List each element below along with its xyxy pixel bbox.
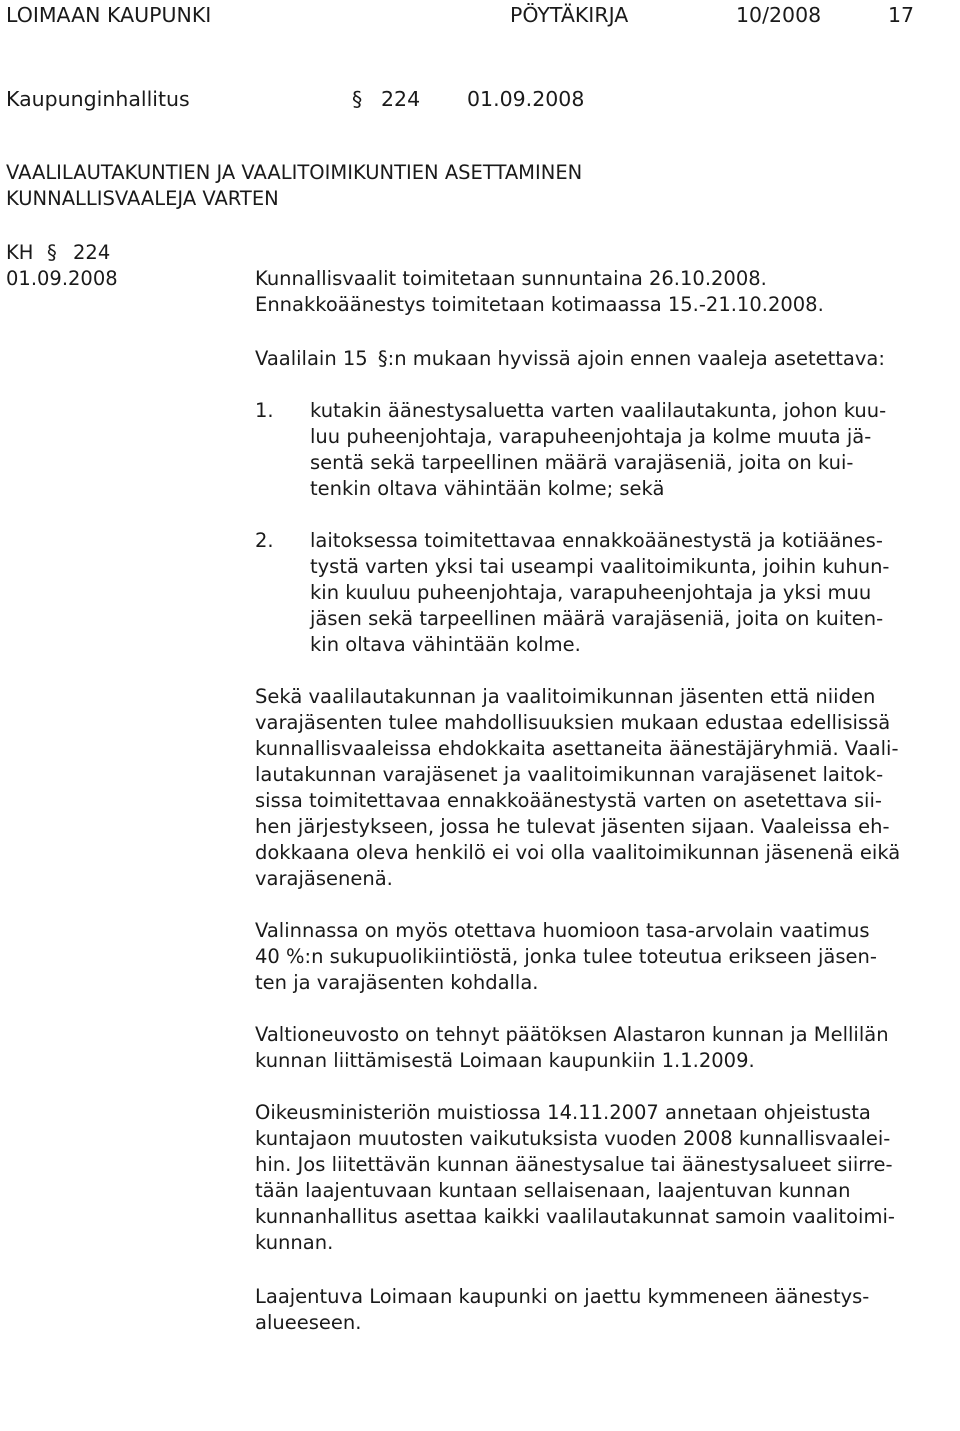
- paragraph-voting-areas: Laajentuva Loimaan kaupunki on jaettu kymmeneen äänestys- alueeseen.: [255, 1285, 870, 1334]
- meeting-body: Kaupunginhallitus: [6, 87, 190, 111]
- document-title-line-2: KUNNALLISVAALEJA VARTEN: [6, 187, 279, 210]
- meeting-date: 01.09.2008: [467, 87, 585, 111]
- header-issue: 10/2008: [736, 3, 822, 27]
- paragraph-merger: Valtioneuvosto on tehnyt päätöksen Alastaron kunnan ja Mellilän kunnan liittämisestä Loimaan kaupunkiin 1.1.2009.: [255, 1023, 889, 1072]
- document-title-line-1: VAALILAUTAKUNTIEN JA VAALITOIMIKUNTIEN ASETTAMINEN: [6, 161, 583, 184]
- list-item-1-text: kutakin äänestysaluetta varten vaalilautakunta, johon kuu- luu puheenjohtaja, varapuheenjohtaja ja kolme muuta jä- sentä sekä tarpeellinen määrä varajäseniä, joita on kui- tenkin oltava vähintään kolme; sekä: [310, 399, 887, 500]
- paragraph-ministry-memo: Oikeusministeriön muistiossa 14.11.2007 annetaan ohjeistusta kuntajaon muutosten vaikutuksista vuoden 2008 kunnallisvaalei- hin. Jos liitettävän kunnan äänestysalue tai äänestysalueet siirre- tään laajentuvaan kuntaan sellaisenaan, laajentuvan kunnan kunnanhallitus asettaa kaikki vaalilautakunnat samoin vaalitoimi- kunnan.: [255, 1101, 895, 1254]
- intro-law-reference: [255, 346, 885, 372]
- list-item-2-number: 2.: [255, 529, 274, 552]
- intro-line-2: Ennakkoäänestys toimitetaan kotimaassa 15.-21.10.2008.: [255, 293, 824, 316]
- law-section-symbol: §: [377, 347, 388, 370]
- ref-section-symbol: §: [47, 241, 57, 264]
- paragraph-members: Sekä vaalilautakunnan ja vaalitoimikunnan jäsenten että niiden varajäsenten tulee mahdollisuuksien mukaan edustaa edellisissä kunnallisvaaleissa ehdokkaita asettaneita äänestäjäryhmiä. Vaali- lautakunnan varajäsenet ja vaalitoimikunnan varajäsenet laitok- sissa toimitettavaa ennakkoäänestystä varten on asetettava sii- hen järjestykseen, jossa he tulevat jäsenten sijaan. Vaaleissa eh- dokkaana oleva henkilö ei voi olla vaalitoimikunnan jäsenenä eikä varajäsenenä.: [255, 685, 901, 890]
- meeting-section-symbol: §: [352, 87, 363, 111]
- list-item-1-number: 1.: [255, 399, 274, 422]
- ref-label: KH: [6, 241, 34, 264]
- header-doc-type: PÖYTÄKIRJA: [510, 3, 629, 27]
- law-reference-pre: Vaalilain 15: [255, 347, 368, 370]
- ref-date: 01.09.2008: [6, 267, 118, 290]
- ref-section: 224: [73, 241, 111, 264]
- meeting-section: 224: [381, 87, 421, 111]
- list-item-2-text: laitoksessa toimitettavaa ennakkoäänestystä ja kotiäänes- tystä varten yksi tai useampi vaalitoimikunta, joihin kuhun- kin kuuluu puheenjohtaja, varapuheenjohtaja ja yksi muu jäsen sekä tarpeellinen määrä varajäseniä, joita on kuiten- kin oltava vähintään kolme.: [310, 529, 890, 656]
- header-page-number: 17: [888, 3, 915, 27]
- intro-line-1: Kunnallisvaalit toimitetaan sunnuntaina 26.10.2008.: [255, 267, 767, 290]
- header-municipality: LOIMAAN KAUPUNKI: [6, 3, 212, 27]
- paragraph-equality: Valinnassa on myös otettava huomioon tasa-arvolain vaatimus 40 %:n sukupuolikiintiöstä, jonka tulee toteutua erikseen jäsen- ten ja varajäsenten kohdalla.: [255, 919, 877, 994]
- law-reference-post: :n mukaan hyvissä ajoin ennen vaaleja asetettava:: [387, 347, 885, 370]
